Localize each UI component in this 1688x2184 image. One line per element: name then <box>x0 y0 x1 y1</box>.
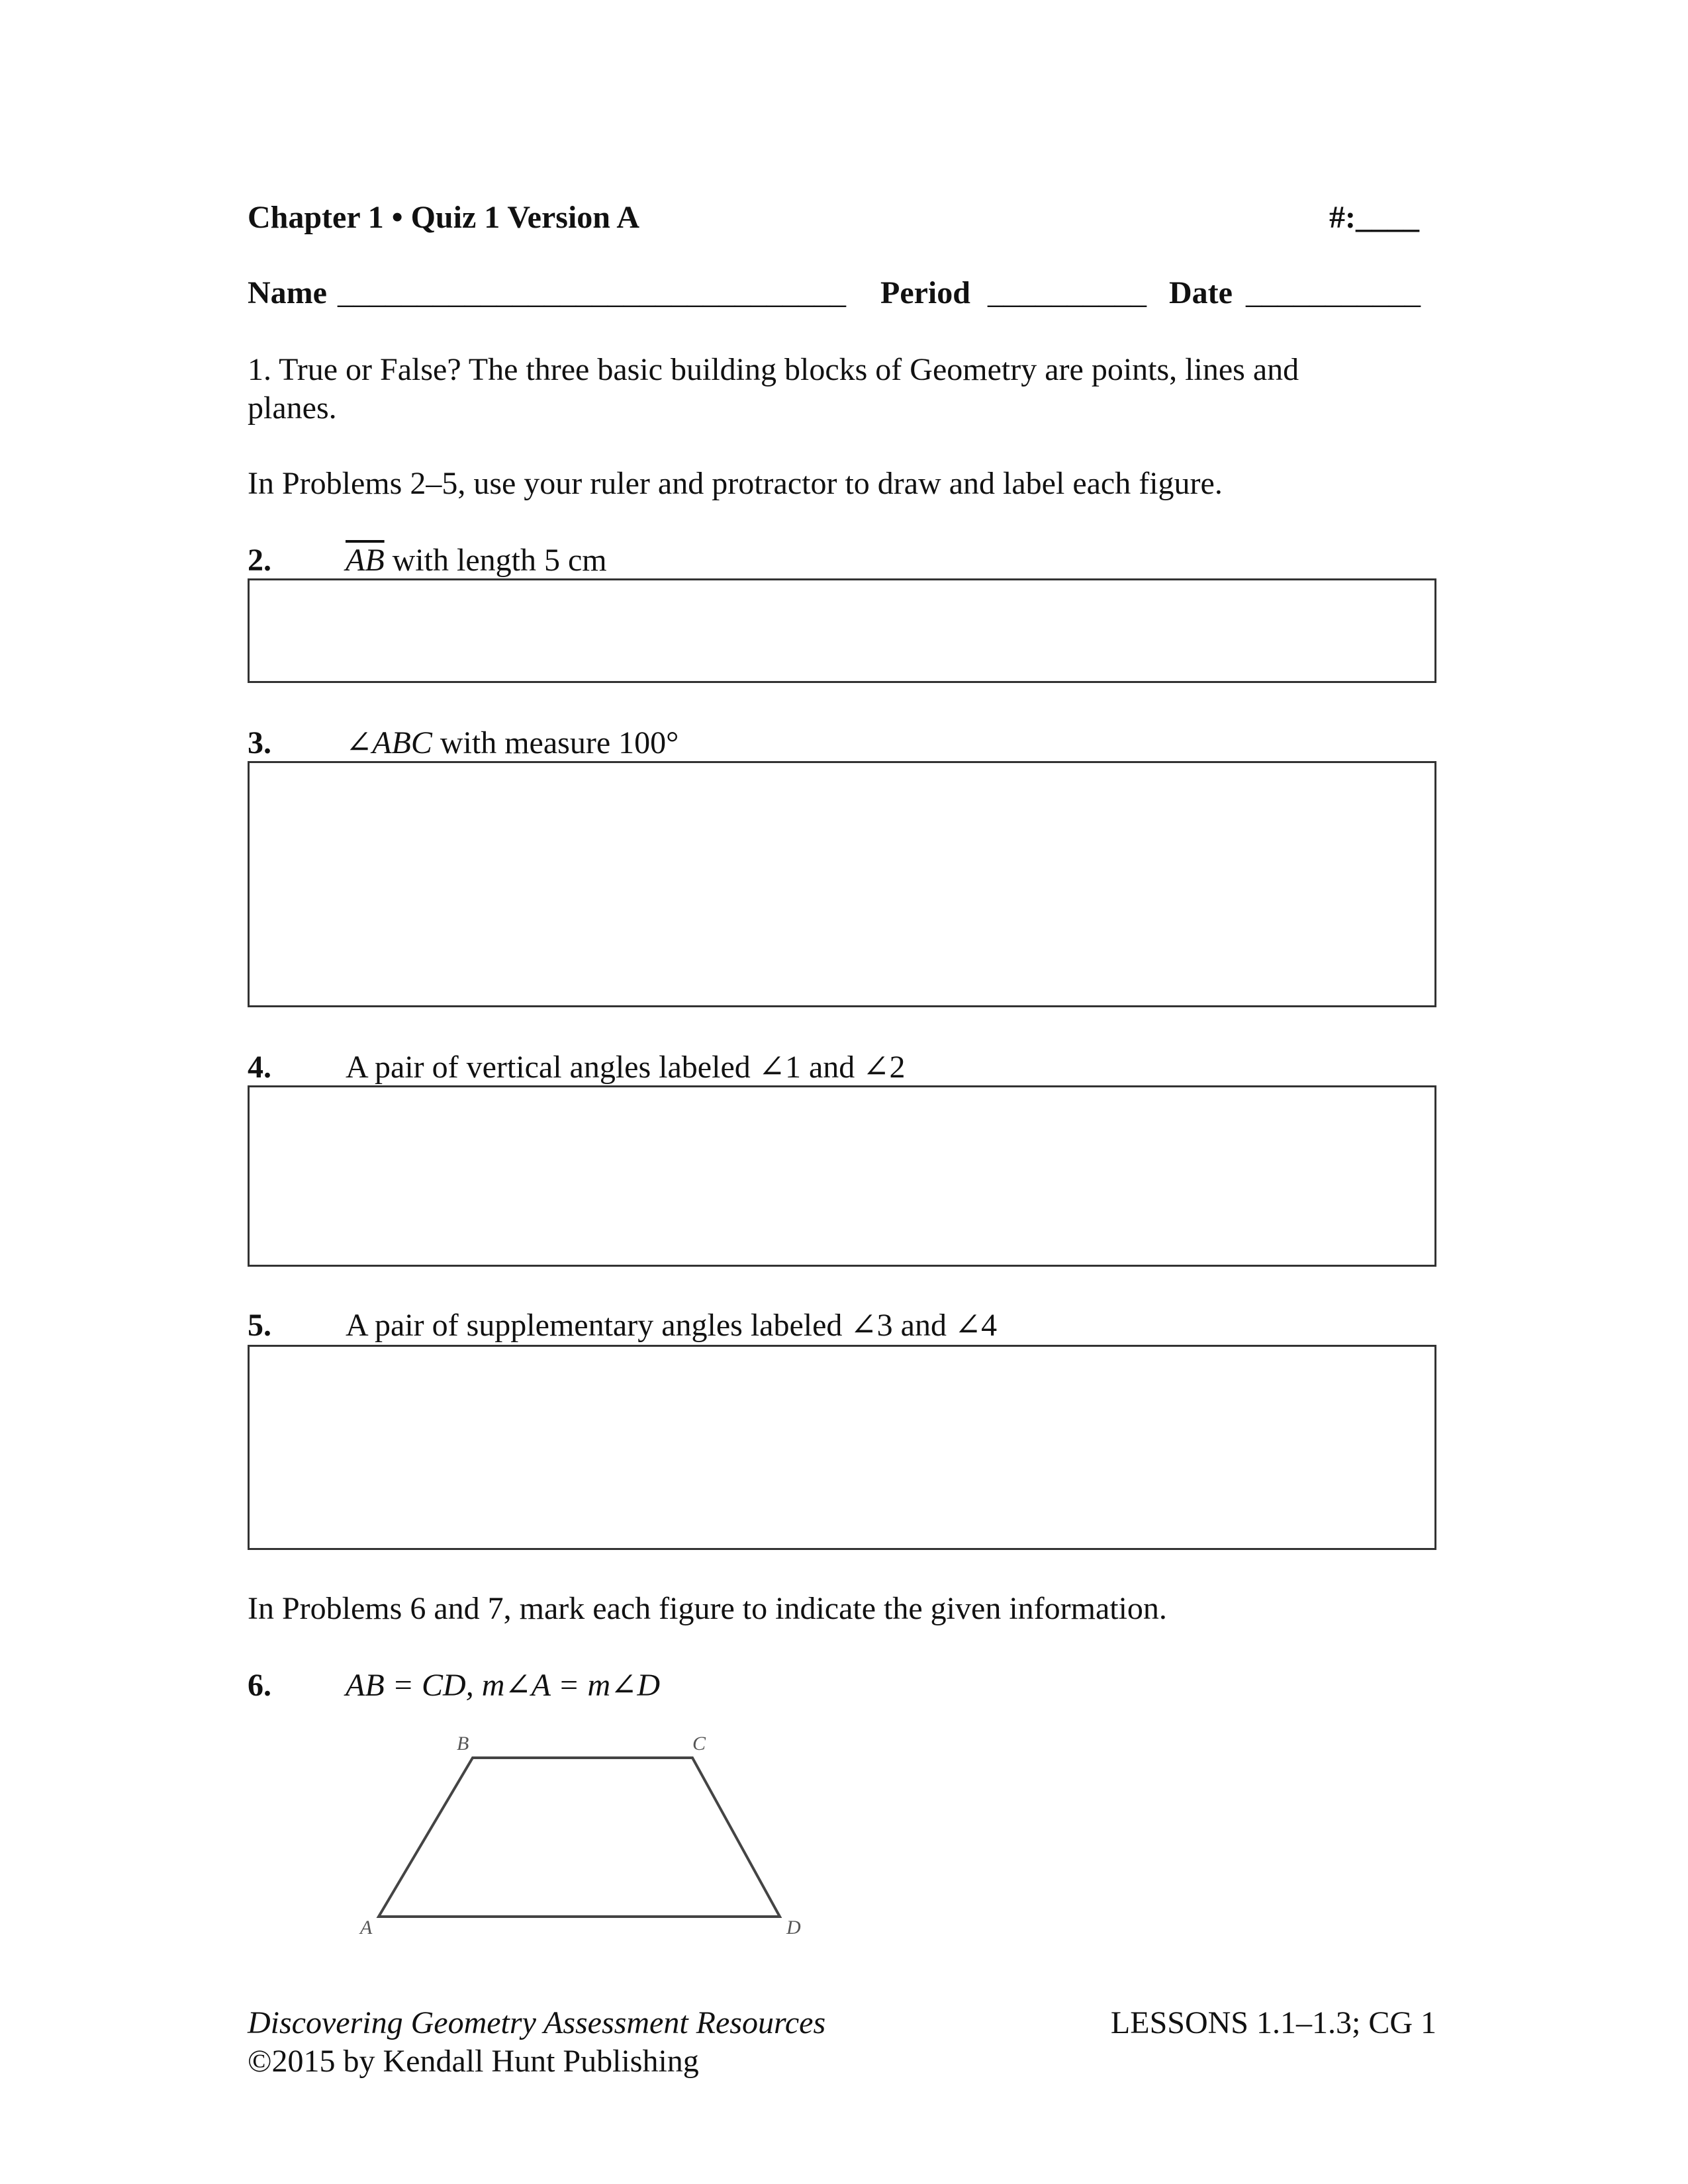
question-4-text: A pair of vertical angles labeled ∠1 and ∠2 <box>346 1050 906 1085</box>
name-label: Name <box>248 275 327 310</box>
question-3-prompt <box>346 724 679 762</box>
answer-box-question-4[interactable] <box>248 1085 1436 1267</box>
question-2-number: 2. <box>248 543 271 578</box>
question-5-text: A pair of supplementary angles labeled ∠3 and ∠4 <box>346 1308 998 1343</box>
angle-abc-label: ∠ABC <box>346 725 432 760</box>
question-6-text: AB = CD, m∠A = m∠D <box>346 1668 660 1703</box>
student-number-field[interactable]: #:____ <box>1329 200 1419 235</box>
answer-box-question-3[interactable] <box>248 761 1436 1007</box>
vertex-b-label: B <box>457 1733 469 1754</box>
vertex-a-label: A <box>360 1917 373 1938</box>
quiz-title: Chapter 1 • Quiz 1 Version A <box>248 200 639 235</box>
date-label: Date <box>1169 275 1233 310</box>
period-label: Period <box>880 275 970 310</box>
question-2-text: with length 5 cm <box>384 543 607 578</box>
vertex-c-label: C <box>692 1733 706 1754</box>
answer-box-question-2[interactable] <box>248 578 1436 683</box>
date-field[interactable]: ___________ <box>1246 275 1421 310</box>
vertex-d-label: D <box>786 1917 801 1938</box>
footer-lessons: LESSONS 1.1–1.3; CG 1 <box>1110 2005 1436 2040</box>
trapezoid-figure[interactable] <box>344 1721 821 1946</box>
period-field[interactable]: __________ <box>988 275 1147 310</box>
question-4-number: 4. <box>248 1050 271 1085</box>
question-1-line-2: planes. <box>248 390 337 426</box>
segment-ab-label: $\overline{AB}$ <box>346 543 385 578</box>
instructions-problems-2-5: In Problems 2–5, use your ruler and protractor to draw and label each figure. <box>248 466 1223 501</box>
question-1-line-1: 1. True or False? The three basic building blocks of Geometry are points, lines and <box>248 352 1299 387</box>
answer-box-question-5[interactable] <box>248 1345 1436 1550</box>
trapezoid-shape[interactable] <box>379 1758 780 1917</box>
question-3-number: 3. <box>248 725 271 760</box>
instructions-problems-6-7: In Problems 6 and 7, mark each figure to indicate the given information. <box>248 1591 1167 1626</box>
footer-copyright: ©2015 by Kendall Hunt Publishing <box>248 2044 699 2079</box>
name-field[interactable]: ________________________________ <box>338 275 846 310</box>
question-2-prompt <box>346 541 607 580</box>
question-5-number: 5. <box>248 1308 271 1343</box>
question-6-number: 6. <box>248 1668 271 1703</box>
question-3-text: with measure 100° <box>432 725 679 760</box>
footer-book-title: Discovering Geometry Assessment Resources <box>248 2005 826 2040</box>
